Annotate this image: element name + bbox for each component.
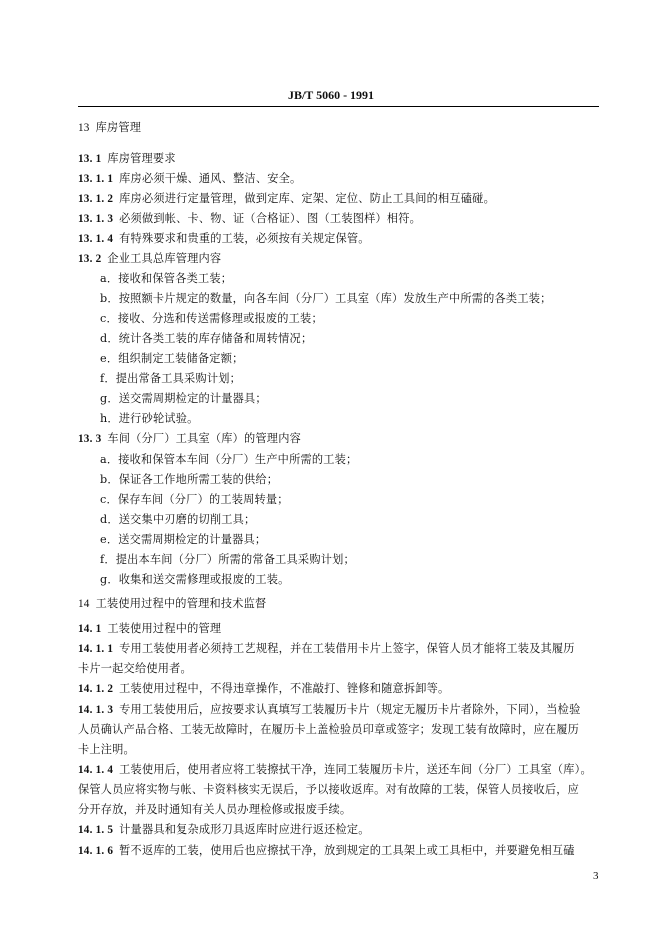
continuation-line [78,721,579,737]
clause-number: 14. 1. 2 [78,683,114,695]
clause-text: 车间（分厂）工具室（库）的管理内容 [107,432,301,445]
clause-number: 14. 1. 6 [78,845,114,857]
clause-number: 13. 3 [78,433,102,445]
clause-text: d．送交集中刃磨的切削工具； [100,513,256,526]
clause-number: 14. 1. 3 [78,704,114,716]
clause-line [78,640,575,656]
clause-text: g．送交需周期检定的计量器具； [100,392,267,405]
list-item [100,511,255,527]
clause-line [78,701,580,717]
clause-text: 专用工装使用后，应按要求认真填写工装履历卡片（规定无履历卡片者除外，下同），当检验 [119,703,581,716]
continuation-line [78,781,579,797]
list-item [100,270,232,286]
list-item [100,471,278,487]
clause-number: 13. 2 [78,253,102,265]
clause-number: 14. 1. 1 [78,643,114,655]
clause-number: 13 [78,122,90,134]
clause-text: 有特殊要求和贵重的工装，必须按有关规定保管。 [119,232,370,245]
continuation-line [78,660,192,676]
clause-number: 14. 1 [78,623,102,635]
clause-number: 14. 1. 4 [78,764,114,776]
clause-number: 13. 1. 4 [78,233,114,245]
page-number: 3 [593,870,599,882]
header-rule [78,106,599,107]
clause-text: 企业工具总库管理内容 [107,252,222,265]
clause-text: 暂不返库的工装，使用后也应擦拭干净，放到规定的工具架上或工具柜中，并要避免相互磕 [119,844,575,857]
clause-text: f．提出常备工具采购计划； [100,372,241,385]
clause-line [78,595,266,611]
clause-text: f．提出本车间（分厂）所需的常备工具采购计划； [100,553,355,566]
clause-text: 库房必须进行定量管理，做到定库、定架、定位、防止工具间的相互磕碰。 [119,192,495,205]
clause-number: 13. 1. 3 [78,213,114,225]
clause-text: 工装使用过程中的管理和技术监督 [95,597,267,610]
clause-text: a．接收和保管本车间（分厂）生产中所需的工装； [100,453,358,466]
clause-text: d．统计各类工装的库存储备和周转情况； [100,332,313,345]
clause-text: 工装使用过程中，不得违章操作，不准敲打、锉修和随意拆卸等。 [119,682,450,695]
clause-number: 13. 1. 2 [78,193,114,205]
list-item [100,310,323,326]
clause-text: c．保存车间（分厂）的工装周转量； [100,493,289,506]
standard-header: JB/T 5060 - 1991 [287,88,375,102]
list-item [100,410,199,426]
list-item [100,531,266,547]
clause-text: 库房管理 [95,121,142,134]
clause-line [78,190,495,206]
clause-line [78,119,141,135]
list-item [100,350,243,366]
clause-line [78,821,370,837]
clause-line [78,620,221,636]
clause-text: b．保证各工作地所需工装的供给； [100,473,279,486]
clause-line [78,430,301,446]
clause-text: a．接收和保管各类工装； [100,272,233,285]
clause-text: 库房必须干燥、通风、整洁、安全。 [119,172,302,185]
clause-text: g．收集和送交需修理或报废的工装。 [100,573,290,586]
list-item [100,451,357,467]
clause-number: 13. 1. 1 [78,173,114,185]
clause-text: 保管人员应将实物与帐、卡资料核实无误后，予以接收返库。对有故障的工装，保管人员接收后，应 [78,783,580,796]
clause-line [78,761,592,777]
clause-text: 专用工装使用者必须持工艺规程，并在工装借用卡片上签字，保管人员才能将工装及其履历 [119,642,575,655]
clause-text: 卡片一起交给使用者。 [78,662,192,675]
clause-line [78,250,221,266]
clause-text: e．组织制定工装储备定额； [100,352,244,365]
clause-line [78,210,421,226]
clause-text: b．按照额卡片规定的数量，向各车间（分厂）工具室（库）发放生产中所需的各类工装； [100,292,552,305]
clause-text: e．送交需周期检定的计量器具； [100,533,267,546]
list-item [100,491,289,507]
clause-text: 分开存放，并及时通知有关人员办理检修或报废手续。 [78,803,352,816]
clause-text: 库房管理要求 [107,152,176,165]
clause-line [78,680,449,696]
list-item [100,330,312,346]
continuation-line [78,801,351,817]
list-item [100,390,267,406]
list-item [100,571,290,587]
clause-text: 计量器具和复杂成形刀具返库时应进行返还检定。 [119,823,370,836]
clause-line [78,150,176,166]
list-item [100,290,551,306]
clause-text: 工装使用后，使用者应将工装擦拭干净，连同工装履历卡片，送还车间（分厂）工具室（库）。 [119,763,592,776]
clause-number: 14. 1. 5 [78,824,114,836]
clause-line [78,170,301,186]
clause-text: 工装使用过程中的管理 [107,622,222,635]
clause-text: 必须做到帐、卡、物、证（合格证）、图（工装图样）相符。 [119,212,422,225]
list-item [100,551,355,567]
clause-line [78,842,575,858]
clause-text: 人员确认产品合格、工装无故障时，在履历卡上盖检验员印章或签字；发现工装有故障时，应在履历 [78,723,580,736]
clause-text: h．进行砂轮试验。 [100,412,199,425]
continuation-line [78,741,135,757]
clause-text: c．接收、分选和传送需修理或报废的工装； [100,312,323,325]
clause-text: 卡上注明。 [78,743,135,756]
list-item [100,370,241,386]
clause-number: 13. 1 [78,153,102,165]
clause-line [78,230,370,246]
clause-number: 14 [78,598,90,610]
